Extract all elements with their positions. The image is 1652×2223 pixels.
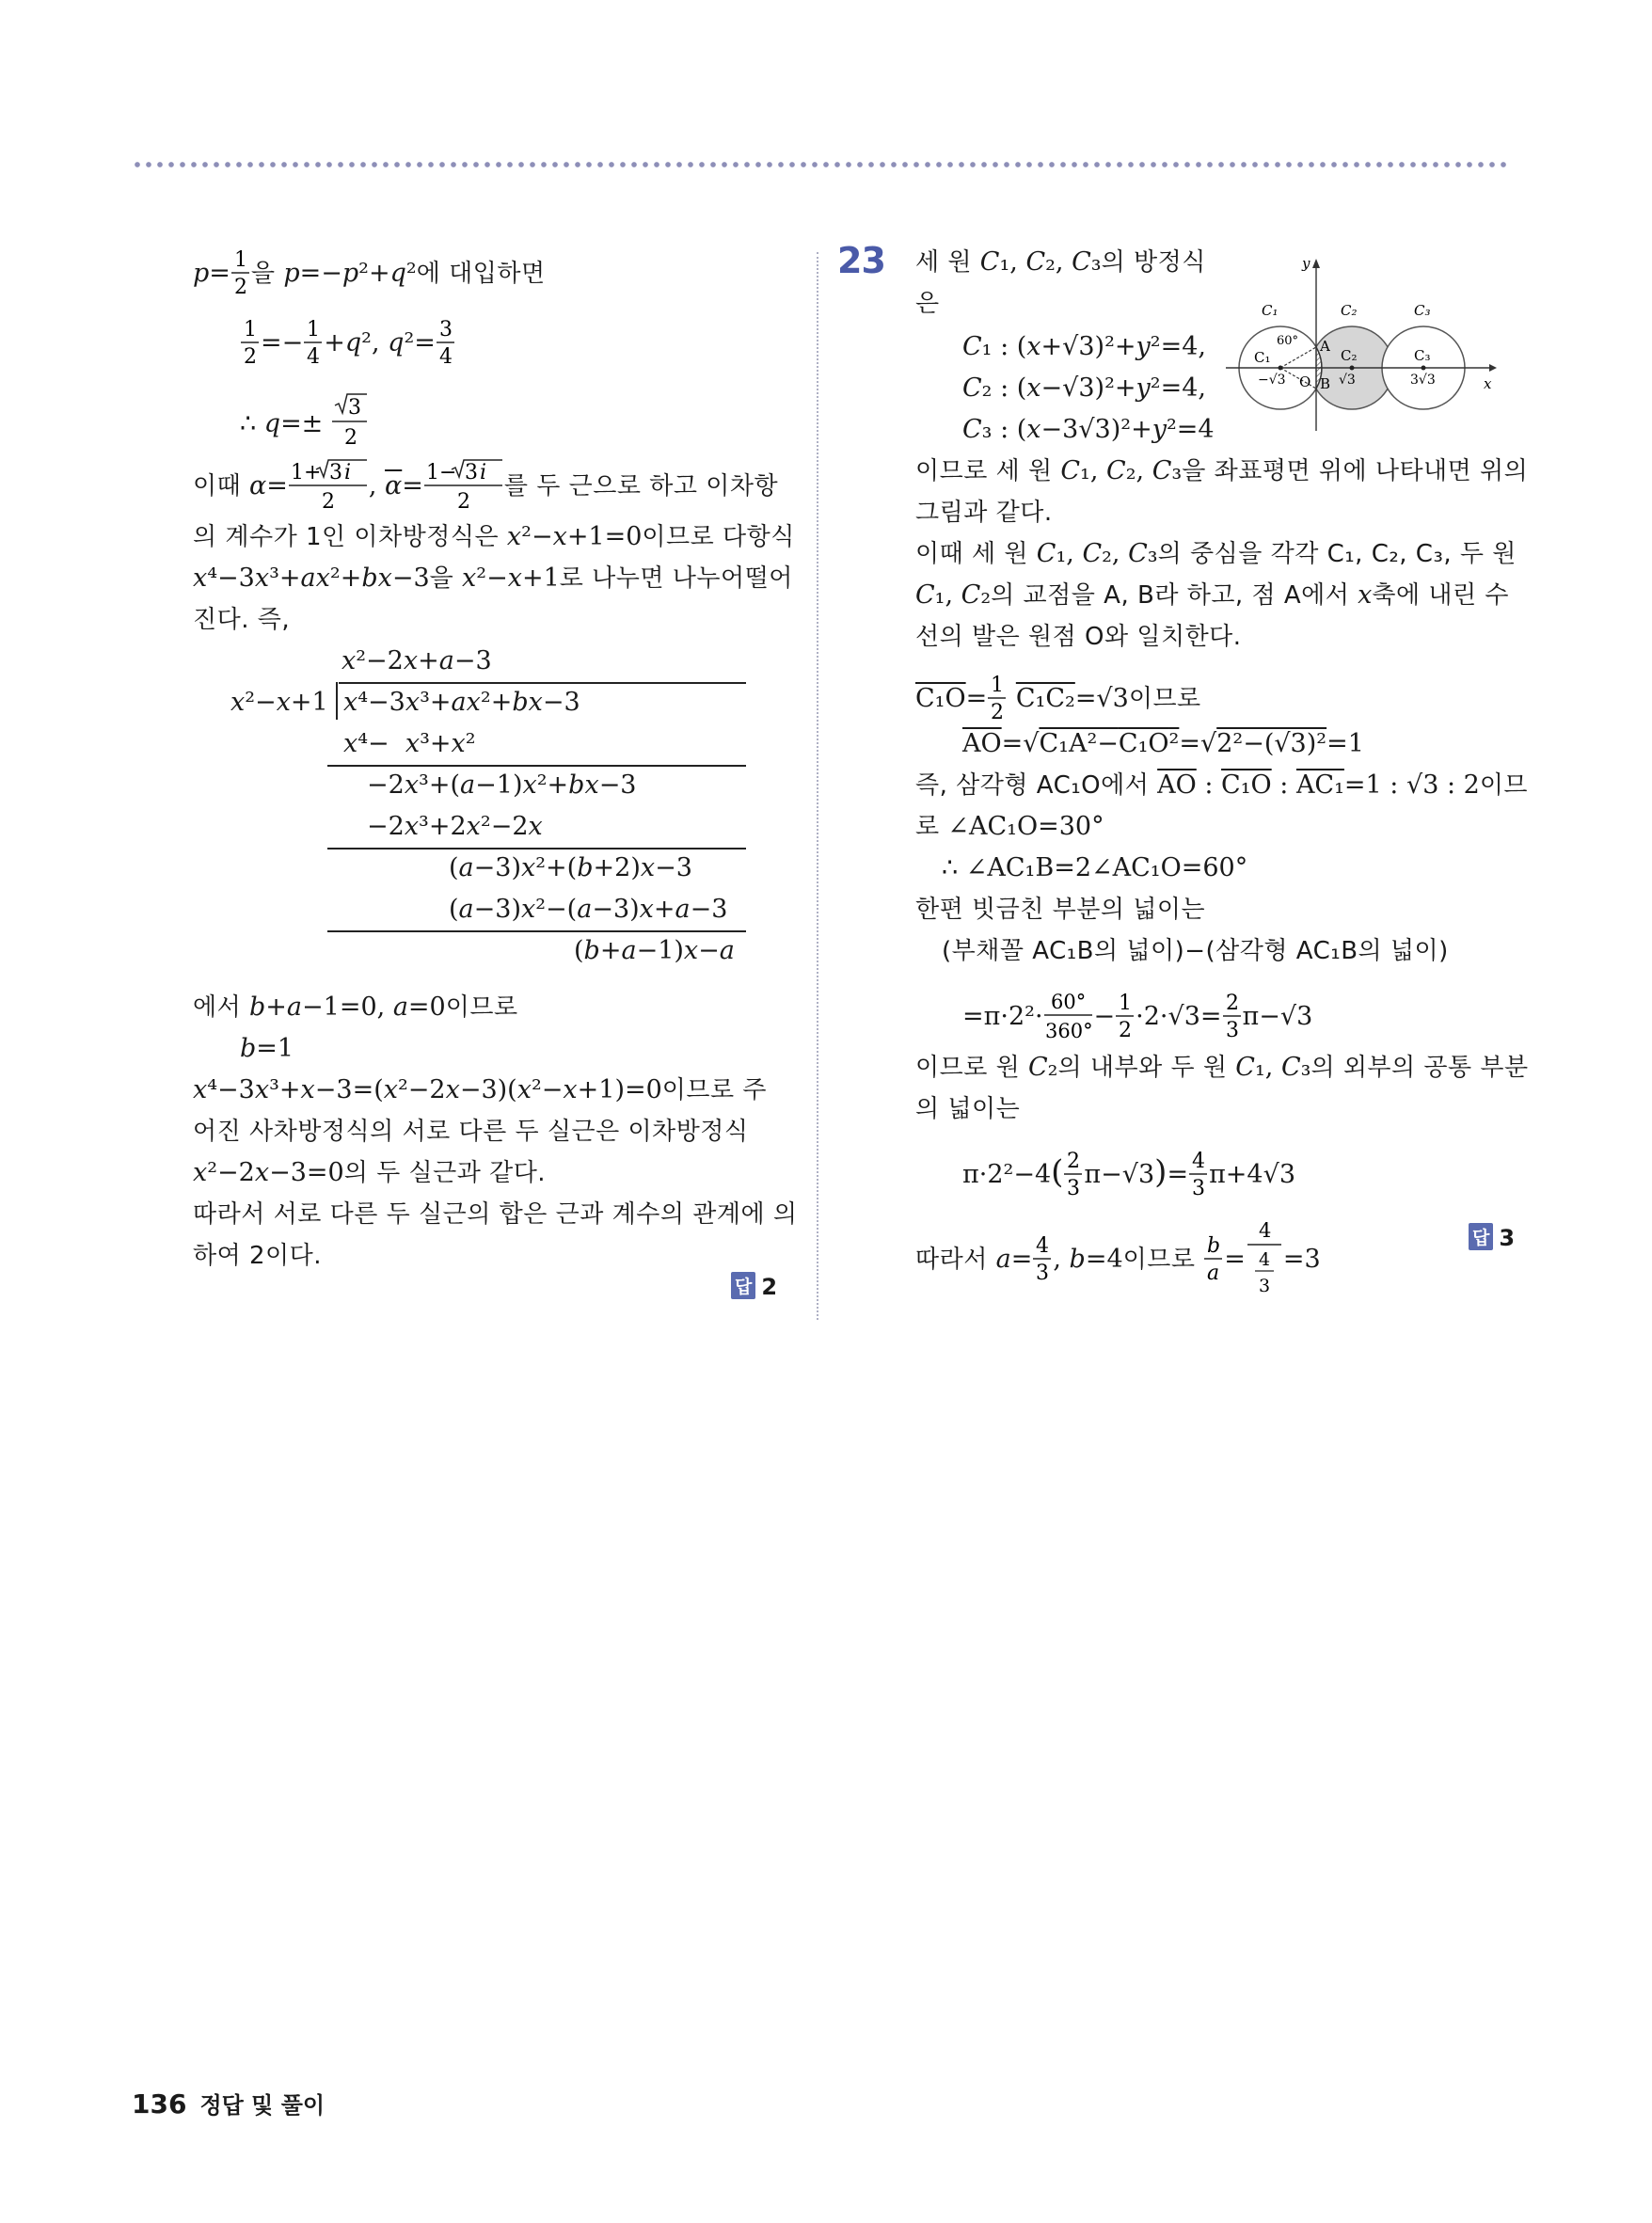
sol-line-2: 1 2 =− 1 4 +q², q²= 3 4	[240, 317, 456, 366]
answer-badge-left: 답	[731, 1272, 755, 1299]
problem-number: 23	[837, 240, 885, 281]
r-line-1: 이므로 세 원 C₁, C₂, C₃을 좌표평면 위에 나타내면 위의	[915, 456, 1529, 485]
answer-right	[1469, 1223, 1515, 1251]
column-divider	[817, 252, 818, 1320]
svg-text:4: 4	[307, 345, 321, 366]
svg-text:4: 4	[438, 345, 453, 366]
r-line-12: (부채꼴 AC₁B의 넓이)−(삼각형 AC₁B의 넓이)	[942, 937, 1449, 965]
svg-text:a: a	[1207, 1262, 1220, 1282]
label-c2-center: C₂	[1341, 347, 1358, 364]
intro-line-1: 세 원 C₁, C₂, C₃의 방정식	[915, 247, 1206, 277]
sol-line-1: p= 1 2 을 p=−p²+q²에 대입하면	[193, 247, 546, 296]
intro-line-2: 은	[915, 290, 940, 318]
svg-text:4: 4	[1192, 1150, 1206, 1173]
r-line-8: 즉, 삼각형 AC₁O에서 $\overline{AO}$ : C₁O : AC₁=1 : √3 : 2이므	[915, 770, 1529, 800]
label-y: y	[1302, 255, 1310, 272]
label-a: A	[1320, 338, 1330, 355]
svg-text:2: 2	[233, 276, 247, 296]
svg-text:b: b	[1207, 1234, 1221, 1258]
r-line-15: 의 넓이는	[915, 1095, 1021, 1123]
svg-text:i: i	[343, 461, 351, 484]
answer-value-right: 3	[1499, 1225, 1516, 1251]
sol-line-8: 에서 b+a−1=0, a=0이므로	[193, 992, 518, 1022]
svg-text:1: 1	[233, 248, 247, 272]
tick-root3: √3	[1339, 373, 1356, 388]
svg-text:1−: 1−	[425, 461, 457, 484]
sol-line-7: 진다. 즉,	[193, 606, 291, 634]
label-o: O	[1299, 373, 1311, 390]
division-rule-1	[327, 765, 746, 767]
svg-text:1+: 1+	[290, 461, 322, 484]
page-footer-title: 정답 및 풀이	[199, 2092, 326, 2119]
division-bracket-top	[339, 682, 746, 684]
svg-text:1: 1	[991, 674, 1005, 697]
tick-neg-root3: −√3	[1258, 373, 1286, 388]
svg-text:4: 4	[1036, 1234, 1050, 1258]
division-rule-2	[327, 848, 746, 850]
sol-line-14: 하여 2이다.	[193, 1242, 323, 1270]
r-line-14: 이므로 원 C₂의 내부와 두 원 C₁, C₃의 외부의 공통 부분	[915, 1053, 1529, 1082]
svg-text:3: 3	[328, 461, 342, 484]
sol-line-13: 따라서 서로 다른 두 실근의 합은 근과 계수의 관계에 의	[193, 1200, 798, 1229]
label-c1-center: C₁	[1254, 349, 1271, 366]
r-line-9: 로 ∠AC₁O=30°	[915, 812, 1104, 841]
svg-text:2: 2	[343, 426, 357, 449]
division-bracket-side	[336, 682, 338, 720]
division-quotient: x²−2x+a−3	[342, 646, 492, 675]
label-c2: C₂	[1341, 302, 1358, 319]
r-line-3: 이때 세 원 C₁, C₂, C₃의 중심을 각각 C₁, C₂, C₃, 두 원	[915, 539, 1517, 568]
frac-half	[230, 247, 251, 296]
sol-line-11: 어진 사차방정식의 서로 다른 두 실근은 이차방정식	[193, 1118, 749, 1146]
eq-c3: C₃ : (x−3√3)²+y²=4	[962, 415, 1215, 444]
r-line-6: C₁O= 1 2 C₁C₂=√3이므로	[915, 673, 1201, 722]
division-remainder: (b+a−1)x−a	[574, 936, 735, 965]
label-x: x	[1484, 375, 1492, 392]
sol-line-12: x²−2x−3=0의 두 실근과 같다.	[193, 1158, 547, 1187]
page-number: 136	[132, 2088, 187, 2120]
r-line-13: =π·2²· 60° 360° − 1 2 ·2·√3= 2 3 π−√3	[962, 991, 1313, 1041]
sol-line-6: x⁴−3x³+ax²+bx−3을 x²−x+1로 나누면 나누어떨어	[193, 564, 793, 593]
division-step-5: (a−3)x²−(a−3)x+a−3	[449, 895, 728, 924]
svg-text:1: 1	[1119, 992, 1133, 1015]
label-c1: C₁	[1262, 302, 1279, 319]
svg-text:2: 2	[1067, 1150, 1081, 1173]
svg-text:3: 3	[1225, 1019, 1239, 1040]
r-line-7: $\overline{AO}=√C_1A^2-C_1O^2=√2^2-(√3)^2=1$	[962, 729, 1364, 758]
division-step-4: (a−3)x²+(b+2)x−3	[449, 853, 692, 882]
eq-c1: C₁ : (x+√3)²+y²=4,	[962, 332, 1207, 361]
answer-left	[731, 1272, 777, 1300]
svg-text:3: 3	[1067, 1177, 1081, 1198]
svg-text:2: 2	[244, 345, 257, 366]
svg-text:3: 3	[1192, 1177, 1206, 1198]
svg-text:3: 3	[438, 318, 453, 341]
sol-line-10: x⁴−3x³+x−3=(x²−2x−3)(x²−x+1)=0이므로 주	[193, 1075, 768, 1104]
svg-text:2: 2	[1225, 992, 1239, 1015]
r-line-16: π·2²−4( 2 3 π−√3)= 4 3 π+4√3	[962, 1149, 1295, 1198]
answer-value-left: 2	[761, 1274, 778, 1300]
svg-text:i: i	[479, 461, 486, 484]
r-line-10: ∴ ∠AC₁B=2∠AC₁O=60°	[942, 853, 1248, 882]
sol-line-9: b=1	[240, 1034, 294, 1063]
label-angle: 60°	[1277, 334, 1299, 348]
r-line-11: 한편 빗금친 부분의 넓이는	[915, 896, 1206, 924]
division-divisor: x²−x+1	[230, 688, 328, 717]
r-line-17: 따라서 a= 4 3 , b=4이므로 b a = 4 4 3 =3	[915, 1219, 1321, 1296]
division-step-2: −2x³+(a−1)x²+bx−3	[367, 770, 637, 800]
label-c3-center: C₃	[1414, 347, 1431, 364]
division-step-1: x⁴− x³+x²	[343, 729, 476, 758]
eq-c2: C₂ : (x−√3)²+y²=4,	[962, 373, 1207, 403]
svg-text:3: 3	[1036, 1262, 1050, 1282]
header-dotted-rule	[132, 160, 1510, 169]
division-rule-3	[327, 930, 746, 932]
division-dividend: x⁴−3x³+ax²+bx−3	[343, 688, 580, 717]
division-step-3: −2x³+2x²−2x	[367, 812, 543, 841]
answer-badge-right: 답	[1469, 1223, 1493, 1250]
svg-text:2: 2	[1119, 1019, 1133, 1040]
circles-figure	[1216, 247, 1499, 436]
r-line-2: 그림과 같다.	[915, 499, 1053, 527]
svg-text:60°: 60°	[1050, 991, 1086, 1013]
label-b: B	[1320, 375, 1331, 392]
label-c3: C₃	[1414, 302, 1431, 319]
svg-text:2: 2	[456, 490, 470, 511]
sol-line-4: 이때 α= 1+ 3 i 2 , $\overline{\alpha}=$ 1− 3 i 2 를 두 근으로 하고 이차항	[193, 458, 778, 511]
svg-text:1: 1	[244, 318, 257, 341]
svg-text:2: 2	[321, 490, 335, 511]
page-footer	[132, 2087, 325, 2120]
svg-text:2: 2	[991, 701, 1005, 722]
sol-line-5: 의 계수가 1인 이차방정식은 x²−x+1=0이므로 다항식	[193, 522, 795, 551]
svg-text:1: 1	[307, 318, 321, 341]
svg-text:4: 4	[1258, 1219, 1272, 1242]
tick-3root3: 3√3	[1410, 373, 1436, 388]
sol-line-3: ∴ q=± 3 2	[240, 392, 369, 449]
svg-text:3: 3	[464, 461, 478, 484]
svg-text:3: 3	[1258, 1276, 1270, 1296]
r-line-4: C₁, C₂의 교점을 A, B라 하고, 점 A에서 x축에 내린 수	[915, 580, 1509, 610]
svg-text:360°: 360°	[1044, 1020, 1093, 1041]
svg-text:3: 3	[347, 396, 361, 420]
r-line-5: 선의 발은 원점 O와 일치한다.	[915, 623, 1242, 651]
svg-text:4: 4	[1258, 1249, 1270, 1270]
